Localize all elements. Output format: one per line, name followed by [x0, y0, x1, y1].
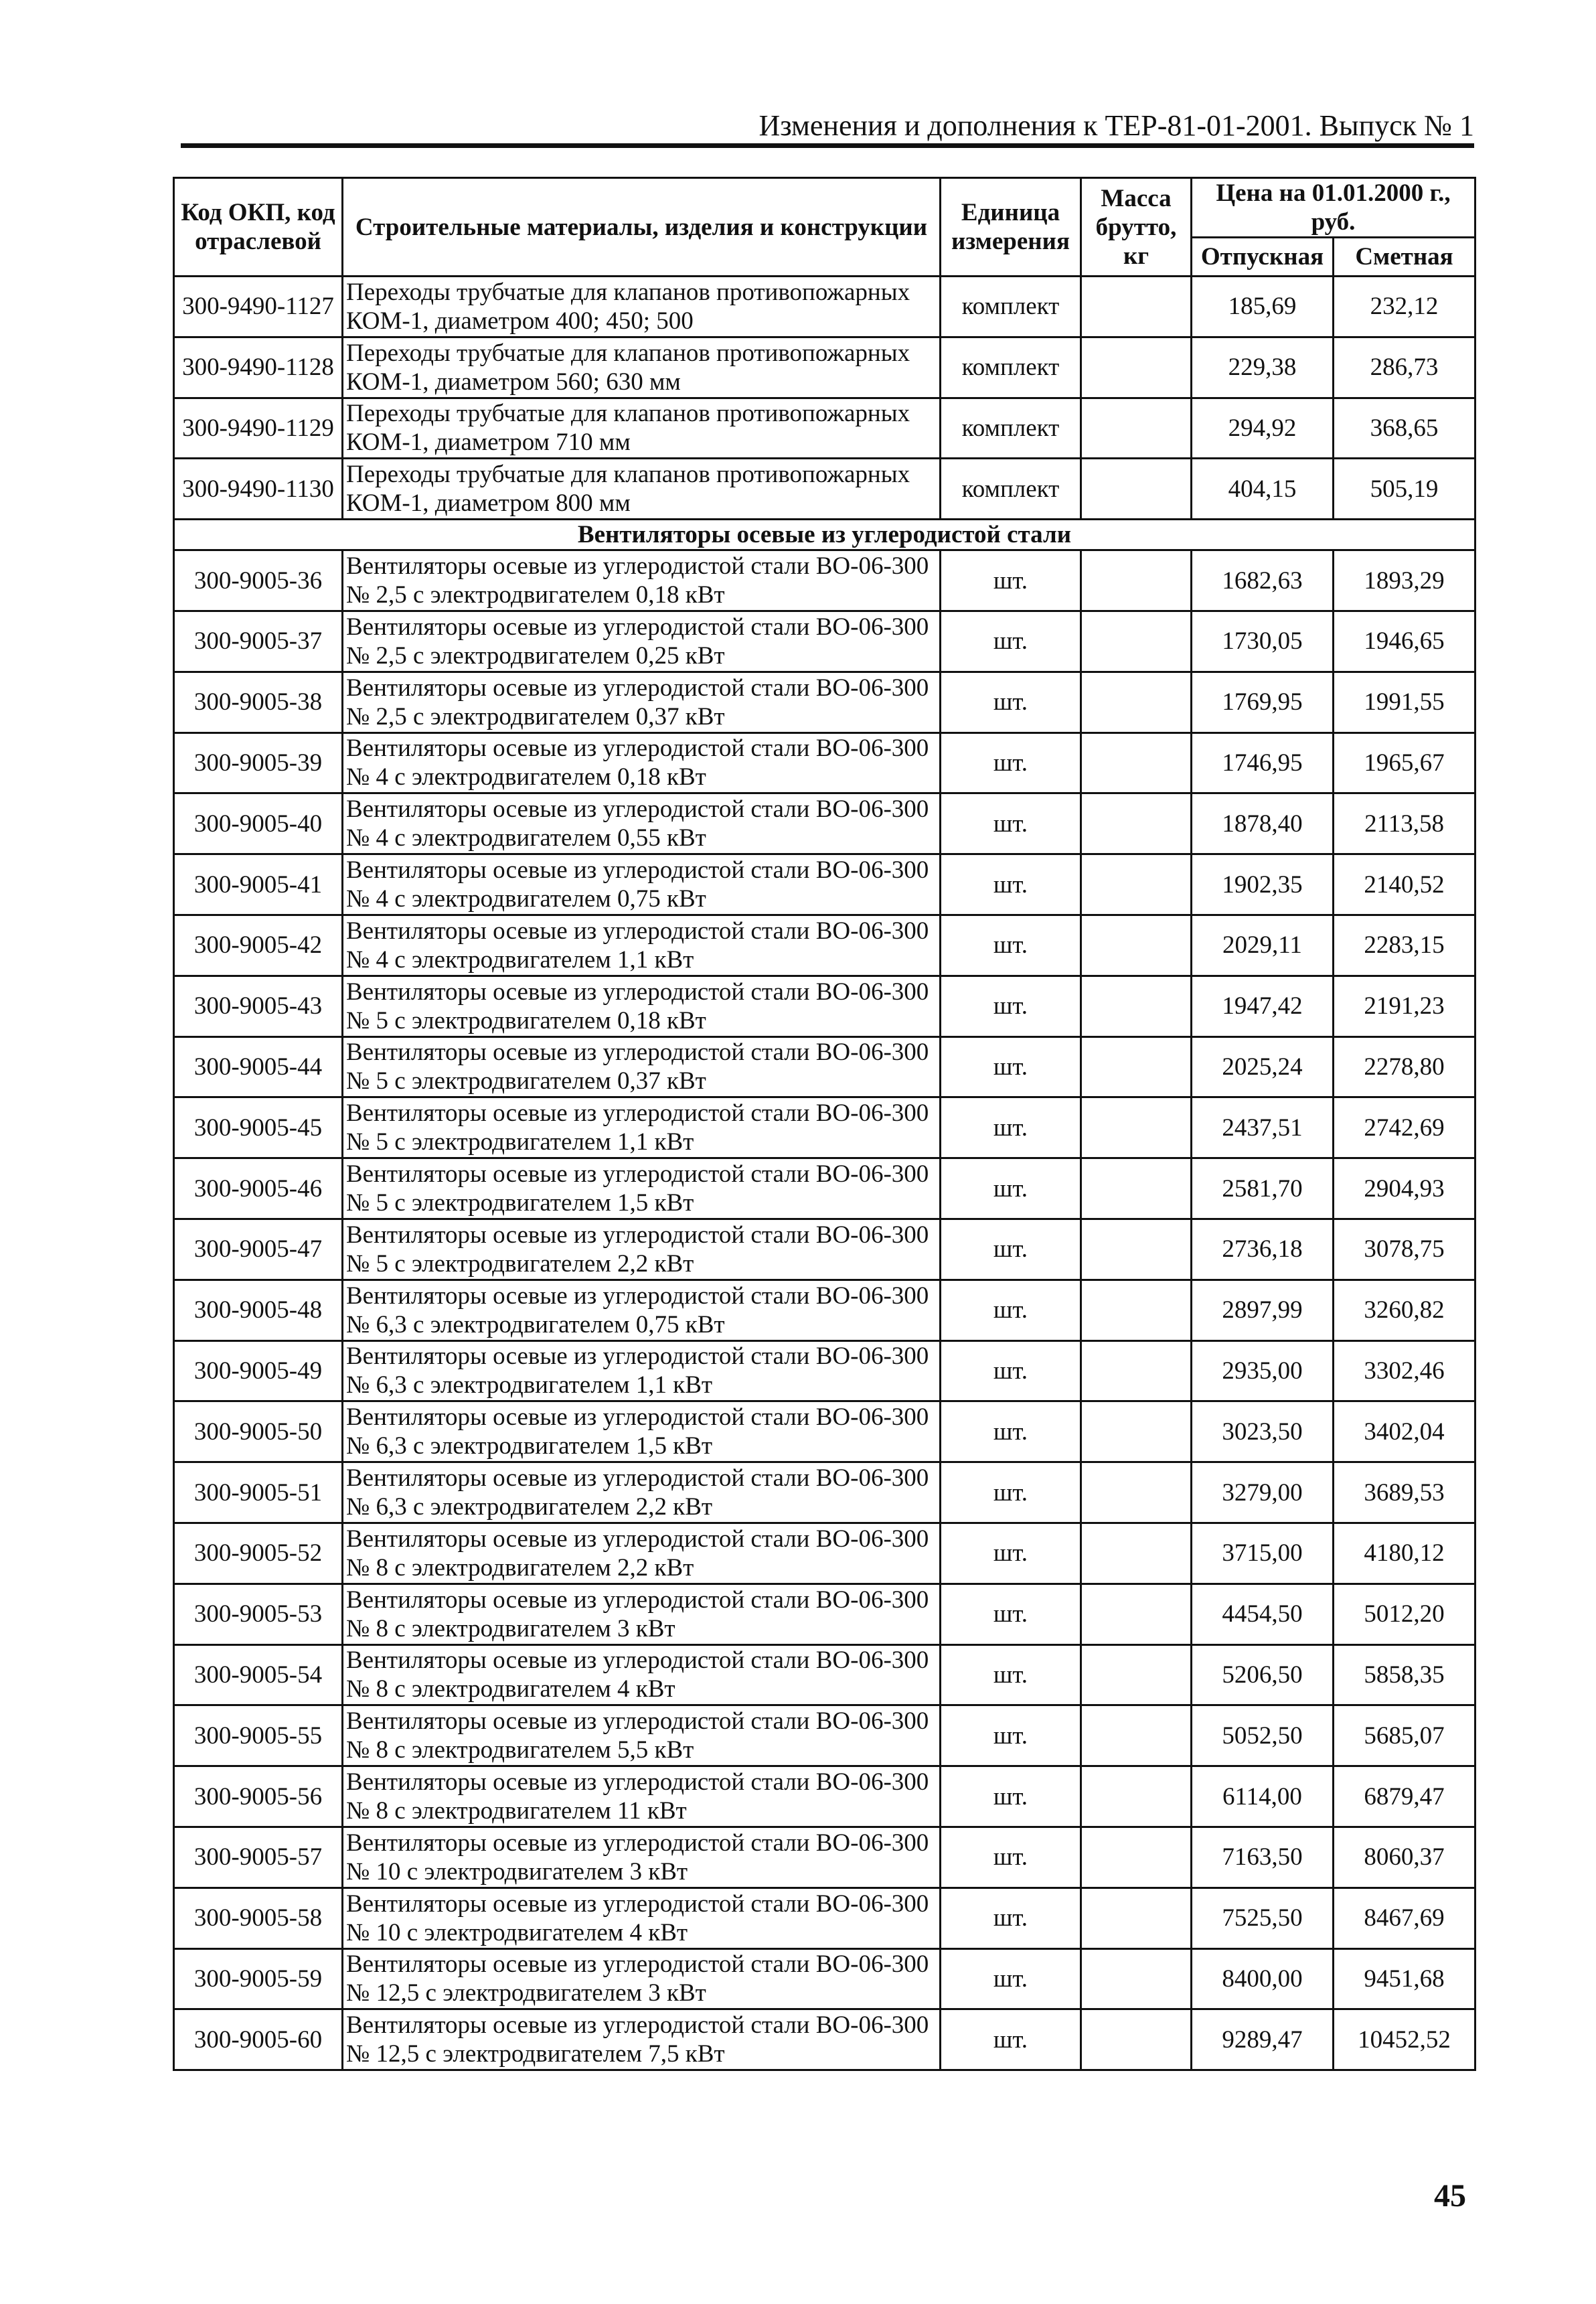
cell-release-price: 2437,51 [1192, 1097, 1334, 1158]
cell-estimate-price: 5012,20 [1334, 1584, 1475, 1644]
cell-unit: шт. [941, 1888, 1081, 1948]
col-header-price-group: Цена на 01.01.2000 г., руб. [1192, 178, 1475, 238]
cell-estimate-price: 1946,65 [1334, 611, 1475, 672]
cell-mass [1081, 1401, 1192, 1462]
table-row [174, 854, 1475, 915]
cell-code: 300-9005-49 [174, 1340, 343, 1401]
cell-unit: шт. [941, 1584, 1081, 1644]
table-row [174, 277, 1475, 337]
cell-release-price: 1902,35 [1192, 854, 1334, 915]
cell-release-price: 2935,00 [1192, 1340, 1334, 1401]
cell-mass [1081, 1584, 1192, 1644]
cell-estimate-price: 6879,47 [1334, 1766, 1475, 1827]
cell-estimate-price: 1965,67 [1334, 733, 1475, 793]
cell-release-price: 8400,00 [1192, 1948, 1334, 2009]
cell-estimate-price: 3302,46 [1334, 1340, 1475, 1401]
cell-name: Вентиляторы осевые из углеродистой стали ВО-06-300 № 4 с электродвигателем 1,1 кВт [343, 915, 941, 976]
cell-estimate-price: 3689,53 [1334, 1462, 1475, 1523]
table-row [174, 733, 1475, 793]
cell-estimate-price: 1991,55 [1334, 672, 1475, 733]
cell-unit: шт. [941, 793, 1081, 854]
cell-name: Вентиляторы осевые из углеродистой стали ВО-06-300 № 2,5 с электродвигателем 0,18 кВт [343, 550, 941, 611]
cell-mass [1081, 1888, 1192, 1948]
cell-code: 300-9005-56 [174, 1766, 343, 1827]
cell-mass [1081, 1219, 1192, 1280]
page-number: 45 [1434, 2178, 1466, 2214]
col-header-release: Отпускная [1192, 238, 1334, 277]
cell-release-price: 7163,50 [1192, 1827, 1334, 1888]
cell-unit: шт. [941, 1644, 1081, 1705]
cell-name: Вентиляторы осевые из углеродистой стали ВО-06-300 № 12,5 с электродвигателем 3 кВт [343, 1948, 941, 2009]
cell-mass [1081, 733, 1192, 793]
cell-release-price: 3279,00 [1192, 1462, 1334, 1523]
cell-release-price: 1769,95 [1192, 672, 1334, 733]
cell-release-price: 185,69 [1192, 277, 1334, 337]
col-header-estimate: Сметная [1334, 238, 1475, 277]
cell-code: 300-9005-38 [174, 672, 343, 733]
cell-code: 300-9005-45 [174, 1097, 343, 1158]
cell-name: Вентиляторы осевые из углеродистой стали ВО-06-300 № 4 с электродвигателем 0,55 кВт [343, 793, 941, 854]
cell-mass [1081, 976, 1192, 1036]
cell-estimate-price: 2904,93 [1334, 1158, 1475, 1219]
cell-name: Вентиляторы осевые из углеродистой стали ВО-06-300 № 6,3 с электродвигателем 1,1 кВт [343, 1340, 941, 1401]
cell-code: 300-9490-1129 [174, 398, 343, 459]
table-row [174, 550, 1475, 611]
cell-code: 300-9005-50 [174, 1401, 343, 1462]
cell-unit: шт. [941, 1340, 1081, 1401]
cell-name: Вентиляторы осевые из углеродистой стали ВО-06-300 № 8 с электродвигателем 4 кВт [343, 1644, 941, 1705]
cell-unit: шт. [941, 1036, 1081, 1097]
cell-name: Вентиляторы осевые из углеродистой стали ВО-06-300 № 2,5 с электродвигателем 0,37 кВт [343, 672, 941, 733]
cell-estimate-price: 2283,15 [1334, 915, 1475, 976]
cell-unit: шт. [941, 672, 1081, 733]
cell-name: Вентиляторы осевые из углеродистой стали ВО-06-300 № 5 с электродвигателем 1,5 кВт [343, 1158, 941, 1219]
cell-unit: шт. [941, 1462, 1081, 1523]
section-title: Вентиляторы осевые из углеродистой стали [174, 520, 1475, 550]
cell-estimate-price: 232,12 [1334, 277, 1475, 337]
cell-unit: шт. [941, 1705, 1081, 1766]
cell-estimate-price: 8060,37 [1334, 1827, 1475, 1888]
cell-unit: шт. [941, 1097, 1081, 1158]
cell-release-price: 2581,70 [1192, 1158, 1334, 1219]
cell-mass [1081, 277, 1192, 337]
cell-code: 300-9005-42 [174, 915, 343, 976]
cell-name: Вентиляторы осевые из углеродистой стали ВО-06-300 № 5 с электродвигателем 0,37 кВт [343, 1036, 941, 1097]
cell-mass [1081, 1705, 1192, 1766]
cell-name: Вентиляторы осевые из углеродистой стали ВО-06-300 № 4 с электродвигателем 0,75 кВт [343, 854, 941, 915]
table-row [174, 1280, 1475, 1340]
cell-code: 300-9005-46 [174, 1158, 343, 1219]
cell-code: 300-9005-39 [174, 733, 343, 793]
cell-name: Вентиляторы осевые из углеродистой стали ВО-06-300 № 8 с электродвигателем 2,2 кВт [343, 1523, 941, 1584]
cell-estimate-price: 2113,58 [1334, 793, 1475, 854]
table-row [174, 398, 1475, 459]
cell-release-price: 1730,05 [1192, 611, 1334, 672]
cell-estimate-price: 10452,52 [1334, 2009, 1475, 2070]
cell-unit: шт. [941, 854, 1081, 915]
cell-code: 300-9005-58 [174, 1888, 343, 1948]
cell-mass [1081, 1948, 1192, 2009]
cell-mass [1081, 459, 1192, 520]
cell-estimate-price: 3078,75 [1334, 1219, 1475, 1280]
cell-unit: шт. [941, 2009, 1081, 2070]
cell-code: 300-9005-59 [174, 1948, 343, 2009]
cell-code: 300-9005-36 [174, 550, 343, 611]
cell-release-price: 9289,47 [1192, 2009, 1334, 2070]
table-row [174, 1523, 1475, 1584]
cell-mass [1081, 2009, 1192, 2070]
cell-release-price: 6114,00 [1192, 1766, 1334, 1827]
cell-name: Переходы трубчатые для клапанов противопожарных КОМ-1, диаметром 710 мм [343, 398, 941, 459]
table-row [174, 1036, 1475, 1097]
cell-unit: шт. [941, 1219, 1081, 1280]
cell-mass [1081, 672, 1192, 733]
cell-release-price: 229,38 [1192, 337, 1334, 398]
col-header-mass: Масса брутто, кг [1081, 178, 1192, 277]
cell-estimate-price: 368,65 [1334, 398, 1475, 459]
cell-unit: шт. [941, 1158, 1081, 1219]
cell-release-price: 1682,63 [1192, 550, 1334, 611]
cell-code: 300-9005-53 [174, 1584, 343, 1644]
cell-release-price: 404,15 [1192, 459, 1334, 520]
cell-mass [1081, 1523, 1192, 1584]
cell-release-price: 3023,50 [1192, 1401, 1334, 1462]
cell-unit: комплект [941, 398, 1081, 459]
cell-name: Переходы трубчатые для клапанов противопожарных КОМ-1, диаметром 800 мм [343, 459, 941, 520]
cell-estimate-price: 2278,80 [1334, 1036, 1475, 1097]
cell-name: Вентиляторы осевые из углеродистой стали ВО-06-300 № 6,3 с электродвигателем 2,2 кВт [343, 1462, 941, 1523]
cell-mass [1081, 550, 1192, 611]
cell-estimate-price: 3260,82 [1334, 1280, 1475, 1340]
cell-mass [1081, 1097, 1192, 1158]
table-row [174, 2009, 1475, 2070]
cell-release-price: 2029,11 [1192, 915, 1334, 976]
table-row [174, 1827, 1475, 1888]
cell-mass [1081, 793, 1192, 854]
cell-mass [1081, 1644, 1192, 1705]
cell-mass [1081, 1158, 1192, 1219]
cell-name: Вентиляторы осевые из углеродистой стали ВО-06-300 № 6,3 с электродвигателем 1,5 кВт [343, 1401, 941, 1462]
table-row [174, 459, 1475, 520]
cell-mass [1081, 1036, 1192, 1097]
table-row [174, 976, 1475, 1036]
cell-mass [1081, 1462, 1192, 1523]
cell-unit: комплект [941, 337, 1081, 398]
cell-code: 300-9490-1127 [174, 277, 343, 337]
table-row [174, 1462, 1475, 1523]
cell-release-price: 2025,24 [1192, 1036, 1334, 1097]
cell-code: 300-9005-54 [174, 1644, 343, 1705]
table-row [174, 1705, 1475, 1766]
col-header-name: Строительные материалы, изделия и конструкции [343, 178, 941, 277]
cell-estimate-price: 5858,35 [1334, 1644, 1475, 1705]
cell-code: 300-9005-43 [174, 976, 343, 1036]
cell-unit: шт. [941, 1401, 1081, 1462]
cell-estimate-price: 286,73 [1334, 337, 1475, 398]
cell-mass [1081, 1766, 1192, 1827]
table-row [174, 1401, 1475, 1462]
header-rule [181, 143, 1474, 148]
cell-release-price: 2897,99 [1192, 1280, 1334, 1340]
table-row [174, 1219, 1475, 1280]
cell-release-price: 7525,50 [1192, 1888, 1334, 1948]
cell-release-price: 4454,50 [1192, 1584, 1334, 1644]
cell-name: Вентиляторы осевые из углеродистой стали ВО-06-300 № 8 с электродвигателем 5,5 кВт [343, 1705, 941, 1766]
cell-name: Вентиляторы осевые из углеродистой стали ВО-06-300 № 5 с электродвигателем 1,1 кВт [343, 1097, 941, 1158]
cell-unit: шт. [941, 1280, 1081, 1340]
cell-unit: комплект [941, 459, 1081, 520]
cell-code: 300-9005-60 [174, 2009, 343, 2070]
cell-estimate-price: 2191,23 [1334, 976, 1475, 1036]
cell-unit: комплект [941, 277, 1081, 337]
cell-name: Вентиляторы осевые из углеродистой стали ВО-06-300 № 5 с электродвигателем 2,2 кВт [343, 1219, 941, 1280]
cell-unit: шт. [941, 915, 1081, 976]
cell-code: 300-9005-52 [174, 1523, 343, 1584]
cell-name: Вентиляторы осевые из углеродистой стали ВО-06-300 № 4 с электродвигателем 0,18 кВт [343, 733, 941, 793]
cell-release-price: 1878,40 [1192, 793, 1334, 854]
cell-code: 300-9005-41 [174, 854, 343, 915]
cell-code: 300-9005-44 [174, 1036, 343, 1097]
cell-code: 300-9005-47 [174, 1219, 343, 1280]
table-row [174, 1097, 1475, 1158]
cell-unit: шт. [941, 1827, 1081, 1888]
cell-unit: шт. [941, 1948, 1081, 2009]
table-row [174, 1948, 1475, 2009]
cell-unit: шт. [941, 976, 1081, 1036]
cell-code: 300-9005-40 [174, 793, 343, 854]
table-row [174, 1340, 1475, 1401]
cell-unit: шт. [941, 611, 1081, 672]
cell-name: Вентиляторы осевые из углеродистой стали ВО-06-300 № 10 с электродвигателем 3 кВт [343, 1827, 941, 1888]
table-row [174, 1644, 1475, 1705]
cell-unit: шт. [941, 1766, 1081, 1827]
cell-release-price: 5052,50 [1192, 1705, 1334, 1766]
cell-estimate-price: 8467,69 [1334, 1888, 1475, 1948]
cell-code: 300-9005-57 [174, 1827, 343, 1888]
price-table [173, 177, 1476, 2071]
table-row [174, 1158, 1475, 1219]
cell-mass [1081, 398, 1192, 459]
cell-estimate-price: 5685,07 [1334, 1705, 1475, 1766]
cell-name: Вентиляторы осевые из углеродистой стали ВО-06-300 № 2,5 с электродвигателем 0,25 кВт [343, 611, 941, 672]
cell-name: Вентиляторы осевые из углеродистой стали ВО-06-300 № 5 с электродвигателем 0,18 кВт [343, 976, 941, 1036]
cell-name: Вентиляторы осевые из углеродистой стали ВО-06-300 № 6,3 с электродвигателем 0,75 кВт [343, 1280, 941, 1340]
cell-name: Вентиляторы осевые из углеродистой стали ВО-06-300 № 8 с электродвигателем 11 кВт [343, 1766, 941, 1827]
cell-mass [1081, 1280, 1192, 1340]
cell-code: 300-9005-37 [174, 611, 343, 672]
cell-release-price: 1746,95 [1192, 733, 1334, 793]
cell-name: Вентиляторы осевые из углеродистой стали ВО-06-300 № 10 с электродвигателем 4 кВт [343, 1888, 941, 1948]
table-row [174, 337, 1475, 398]
cell-estimate-price: 9451,68 [1334, 1948, 1475, 2009]
table-row [174, 672, 1475, 733]
cell-code: 300-9005-51 [174, 1462, 343, 1523]
cell-name: Переходы трубчатые для клапанов противопожарных КОМ-1, диаметром 400; 450; 500 [343, 277, 941, 337]
cell-unit: шт. [941, 1523, 1081, 1584]
cell-release-price: 2736,18 [1192, 1219, 1334, 1280]
cell-mass [1081, 611, 1192, 672]
page-header: Изменения и дополнения к ТЕР-81-01-2001. Выпуск № 1 [759, 109, 1474, 142]
col-header-unit: Единица измерения [941, 178, 1081, 277]
cell-release-price: 1947,42 [1192, 976, 1334, 1036]
cell-code: 300-9490-1130 [174, 459, 343, 520]
cell-release-price: 3715,00 [1192, 1523, 1334, 1584]
cell-estimate-price: 1893,29 [1334, 550, 1475, 611]
cell-estimate-price: 505,19 [1334, 459, 1475, 520]
cell-estimate-price: 3402,04 [1334, 1401, 1475, 1462]
cell-release-price: 294,92 [1192, 398, 1334, 459]
cell-code: 300-9005-55 [174, 1705, 343, 1766]
cell-estimate-price: 4180,12 [1334, 1523, 1475, 1584]
table-row [174, 793, 1475, 854]
cell-estimate-price: 2140,52 [1334, 854, 1475, 915]
cell-estimate-price: 2742,69 [1334, 1097, 1475, 1158]
cell-mass [1081, 337, 1192, 398]
table-row [174, 1766, 1475, 1827]
table-row [174, 1584, 1475, 1644]
cell-code: 300-9005-48 [174, 1280, 343, 1340]
col-header-code: Код ОКП, код отраслевой [174, 178, 343, 277]
cell-unit: шт. [941, 733, 1081, 793]
table-row [174, 611, 1475, 672]
cell-mass [1081, 1827, 1192, 1888]
cell-mass [1081, 1340, 1192, 1401]
table-row [174, 915, 1475, 976]
cell-unit: шт. [941, 550, 1081, 611]
cell-name: Переходы трубчатые для клапанов противопожарных КОМ-1, диаметром 560; 630 мм [343, 337, 941, 398]
cell-name: Вентиляторы осевые из углеродистой стали ВО-06-300 № 8 с электродвигателем 3 кВт [343, 1584, 941, 1644]
cell-release-price: 5206,50 [1192, 1644, 1334, 1705]
table-row [174, 1888, 1475, 1948]
cell-code: 300-9490-1128 [174, 337, 343, 398]
cell-name: Вентиляторы осевые из углеродистой стали ВО-06-300 № 12,5 с электродвигателем 7,5 кВт [343, 2009, 941, 2070]
cell-mass [1081, 854, 1192, 915]
cell-mass [1081, 915, 1192, 976]
